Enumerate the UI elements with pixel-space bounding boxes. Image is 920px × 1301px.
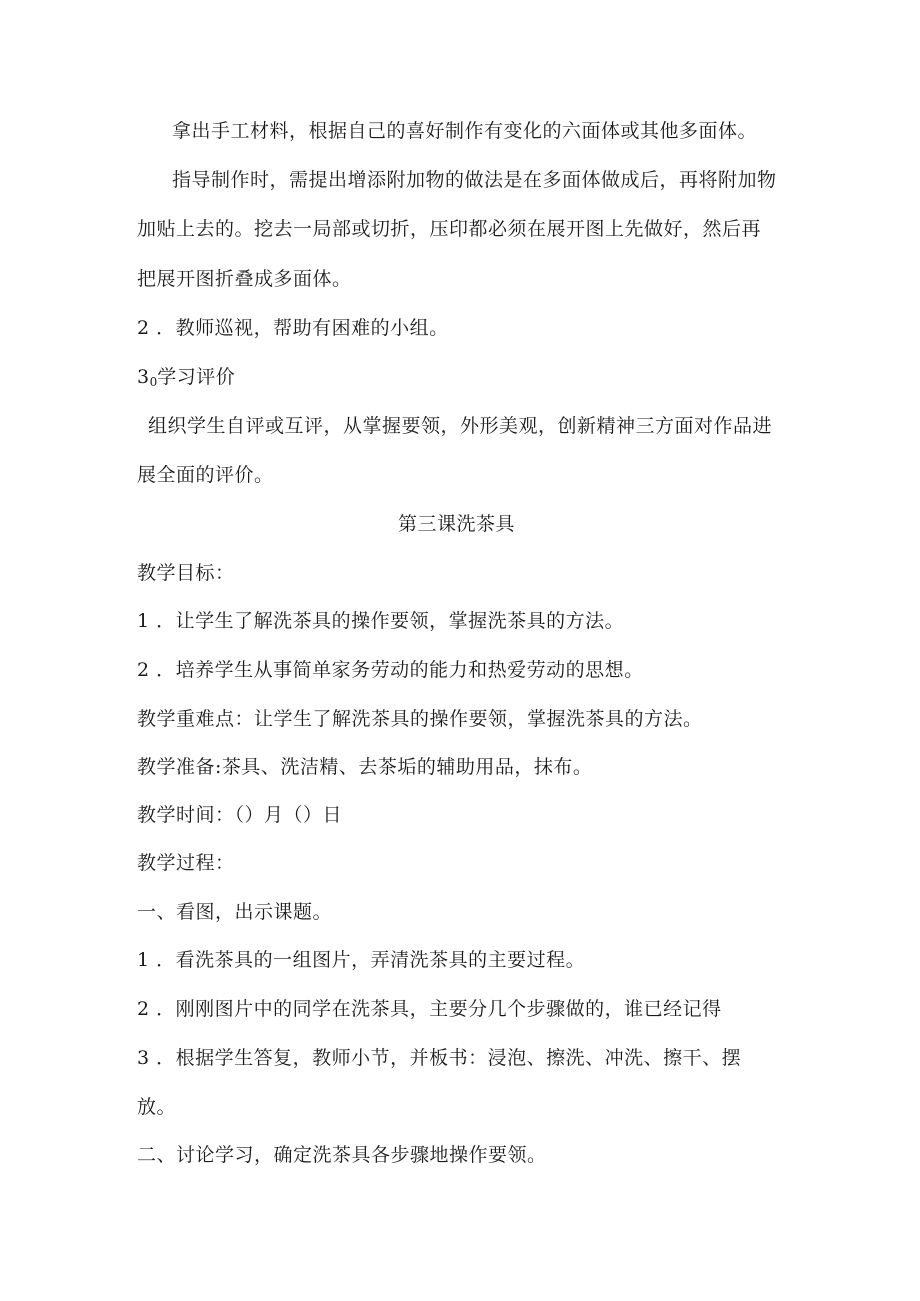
paragraph-line: 拿出手工材料，根据自己的喜好制作有变化的六面体或其他多面体。 (172, 120, 758, 142)
section-heading-text: 学习评价 (157, 366, 236, 388)
paragraph-line: 展全面的评价。 (137, 464, 274, 486)
section-heading: 二、讨论学习，确定洗茶具各步骤地操作要领。 (137, 1144, 547, 1166)
paragraph-line: 指导制作时，需提出增添附加物的做法是在多面体做成后，再将附加物 (172, 169, 777, 191)
paragraph-line: 教学重难点：让学生了解洗茶具的操作要领，掌握洗茶具的方法。 (137, 708, 703, 730)
list-item: 3 ．根据学生答复，教师小节，并板书：浸泡、擦洗、冲洗、擦干、摆 (137, 1047, 742, 1069)
section-heading: 教学过程： (137, 852, 235, 874)
list-item: 2 ．培养学生从事简单家务劳动的能力和热爱劳动的思想。 (137, 659, 644, 681)
paragraph-line: 教学准备:茶具、洗洁精、去茶垢的辅助用品，抹布。 (137, 756, 593, 778)
paragraph-line: 加贴上去的。挖去一局部或切折，压印都必须在展开图上先做好，然后再 (137, 218, 762, 240)
section-heading: 一、看图，出示课题。 (137, 901, 333, 923)
section-number-subscript: 0 (149, 375, 158, 389)
section-heading: 教学目标： (137, 562, 235, 584)
paragraph-line: 把展开图折叠成多面体。 (137, 268, 352, 290)
paragraph-line: 教学时间：（）月（）日 (137, 804, 343, 826)
list-item: 2 ．教师巡视，帮助有困难的小组。 (137, 317, 449, 339)
paragraph-line: 组织学生自评或互评，从掌握要领，外形美观，创新精神三方面对作品进 (148, 415, 773, 437)
list-item: 1 ．看洗茶具的一组图片，弄清洗茶具的主要过程。 (137, 949, 586, 971)
paragraph-line: 放。 (137, 1096, 177, 1118)
section-number: 3 (137, 366, 150, 388)
section-heading (137, 364, 235, 395)
list-item: 2 ．刚刚图片中的同学在洗茶具，主要分几个步骤做的，谁已经记得 (137, 998, 722, 1020)
lesson-title: 第三课洗茶具 (398, 513, 516, 535)
list-item: 1 ．让学生了解洗茶具的操作要领，掌握洗茶具的方法。 (137, 610, 625, 632)
